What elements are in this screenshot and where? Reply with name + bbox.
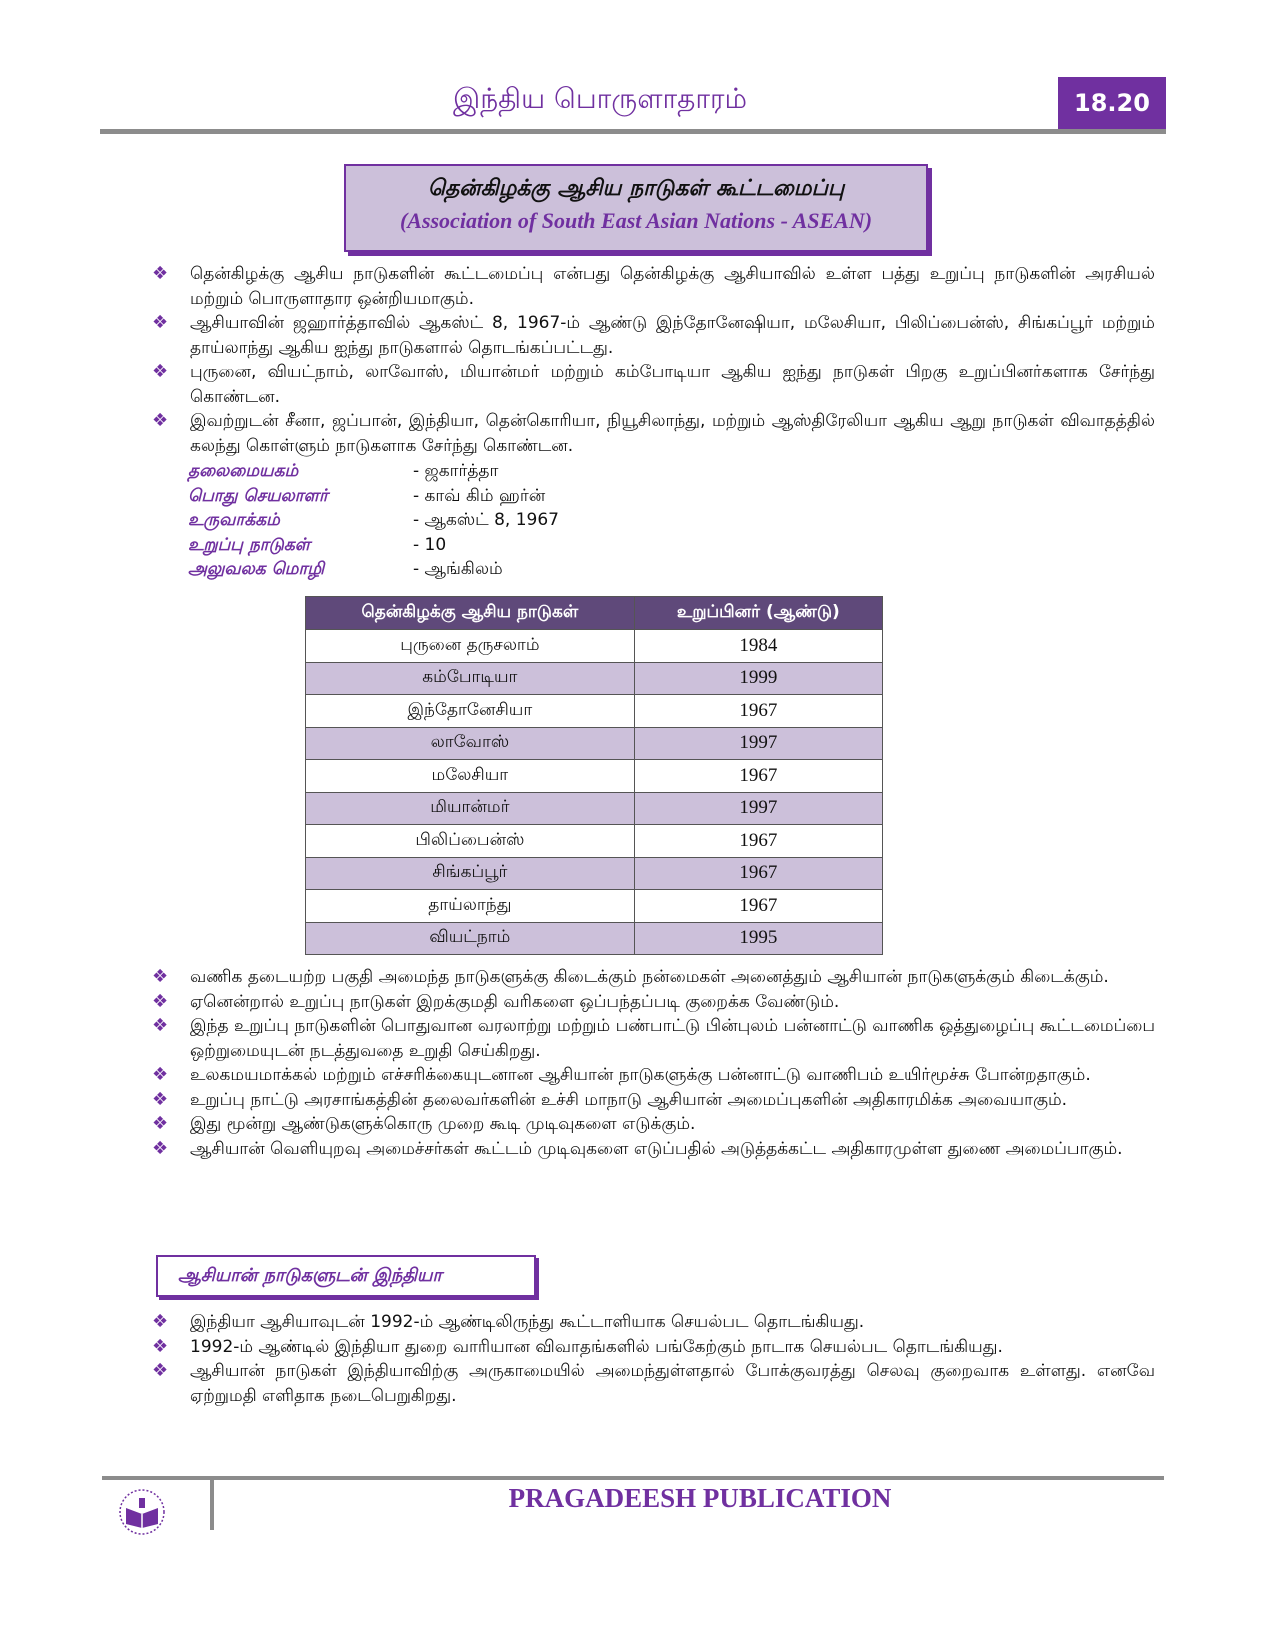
table-row <box>306 662 883 695</box>
bullet-item <box>150 965 1155 990</box>
table-row <box>306 760 883 793</box>
country-cell: கம்போடியா <box>306 662 635 695</box>
table-row <box>306 792 883 825</box>
bullet-item <box>150 1310 1155 1335</box>
country-cell: புருனை தருசலாம் <box>306 630 635 663</box>
bullet-item <box>150 1359 1155 1408</box>
country-cell: மியான்மர் <box>306 792 635 825</box>
fact-value: - காவ் கிம் ஹர்ன் <box>413 485 546 506</box>
table-row <box>306 727 883 760</box>
fact-row <box>188 557 559 582</box>
diamond-bullet-icon: ❖ <box>152 410 169 431</box>
bullet-text: ஆசியாவின் ஜஹார்த்தாவில் ஆகஸ்ட் 8, 1967-ம் ஆண்டு இந்தோனேஷியா, மலேசியா, பிலிப்பைன்ஸ், சிங்கப்பூர் மற்றும் தாய்லாந்து ஆகிய ஐந்து நாடுகளால் தொடங்கப்பட்டது. <box>190 313 1155 358</box>
table-row <box>306 890 883 923</box>
table-row <box>306 825 883 858</box>
column-header-country: தென்கிழக்கு ஆசிய நாடுகள் <box>306 597 635 630</box>
diamond-bullet-icon: ❖ <box>152 1137 169 1159</box>
fact-row <box>188 459 559 484</box>
diamond-bullet-icon: ❖ <box>152 263 169 284</box>
bullet-text: ஆசியான் வெளியுறவு அமைச்சர்கள் கூட்டம் முடிவுகளை எடுப்பதில் அடுத்தக்கட்ட அதிகாரமுள்ள துணை அமைப்பாகும். <box>190 1138 1123 1159</box>
fact-label: பொது செயலாளர் <box>188 485 328 506</box>
fact-list <box>188 459 559 582</box>
country-cell: இந்தோனேசியா <box>306 695 635 728</box>
section-title-tamil: தென்கிழக்கு ஆசிய நாடுகள் கூட்டமைப்பு <box>427 176 845 201</box>
section-title-english: (Association of South East Asian Nations - ASEAN) <box>399 208 873 233</box>
subsection-title-box: ஆசியான் நாடுகளுடன் இந்தியா <box>156 1255 536 1297</box>
page-number-badge: 18.20 <box>1058 77 1166 129</box>
bullet-text: இது மூன்று ஆண்டுகளுக்கொரு முறை கூடி முடிவுகளை எடுக்கும். <box>190 1114 696 1134</box>
fact-label: அலுவலக மொழி <box>188 559 325 579</box>
country-cell: வியட்நாம் <box>306 922 635 955</box>
table-row <box>306 922 883 955</box>
year-cell: 1995 <box>634 922 882 955</box>
bullet-text: இந்த உறுப்பு நாடுகளின் பொதுவான வரலாற்று மற்றும் பண்பாட்டு பின்புலம் பன்னாட்டு வாணிக ஒத்துழைப்பு கூட்டமைப்பை ஒற்றுமையுடன் நடத்துவதை உறுதி செய்கிறது. <box>190 1016 1155 1061</box>
fact-row <box>188 508 559 533</box>
diamond-bullet-icon: ❖ <box>152 1335 169 1357</box>
year-cell: 1967 <box>634 825 882 858</box>
bullet-text: தென்கிழக்கு ஆசிய நாடுகளின் கூட்டமைப்பு என்பது தென்கிழக்கு ஆசியாவில் உள்ள பத்து உறுப்பு நாடுகளின் அரசியல் மற்றும் பொருளாதார ஒன்றியமாகும். <box>190 264 1155 309</box>
diamond-bullet-icon: ❖ <box>152 361 169 382</box>
bullet-item <box>150 1088 1155 1113</box>
country-cell: பிலிப்பைன்ஸ் <box>306 825 635 858</box>
fact-value: - ஜகார்த்தா <box>413 461 499 481</box>
diamond-bullet-icon: ❖ <box>152 1113 169 1134</box>
benefits-bullet-list <box>150 965 1155 1161</box>
year-cell: 1999 <box>634 662 882 695</box>
intro-bullet-list <box>150 262 1155 458</box>
column-header-year: உறுப்பினர் (ஆண்டு) <box>634 597 882 630</box>
bullet-text: இந்தியா ஆசியாவுடன் 1992-ம் ஆண்டிலிருந்து கூட்டாளியாக செயல்பட தொடங்கியது. <box>190 1312 865 1332</box>
year-cell: 1997 <box>634 727 882 760</box>
diamond-bullet-icon: ❖ <box>152 1088 169 1110</box>
diamond-bullet-icon: ❖ <box>152 1360 169 1381</box>
table-header-row <box>306 597 883 630</box>
table-row <box>306 695 883 728</box>
bullet-item <box>150 1112 1155 1137</box>
fact-value: - 10 <box>413 534 447 555</box>
publisher-name: PRAGADEESH PUBLICATION <box>508 1483 892 1513</box>
bullet-text: புருனை, வியட்நாம், லாவோஸ், மியான்மர் மற்றும் கம்போடியா ஆகிய ஐந்து நாடுகள் பிறகு உறுப்பினர்களாக சேர்ந்து கொண்டன. <box>190 362 1155 407</box>
bullet-item <box>150 262 1155 311</box>
publisher-logo-icon <box>118 1488 166 1536</box>
fact-label: உருவாக்கம் <box>188 510 280 530</box>
bullet-item <box>150 1063 1155 1088</box>
footer-divider <box>102 1476 1164 1480</box>
diamond-bullet-icon: ❖ <box>152 1015 169 1036</box>
country-cell: லாவோஸ் <box>306 727 635 760</box>
country-cell: சிங்கப்பூர் <box>306 857 635 890</box>
bullet-text: 1992-ம் ஆண்டில் இந்தியா துறை வாரியான விவாதங்களில் பங்கேற்கும் நாடாக செயல்பட தொடங்கியது. <box>190 1336 1003 1357</box>
fact-row <box>188 484 559 509</box>
section-title-box <box>344 164 928 252</box>
fact-value: - ஆங்கிலம் <box>413 559 503 579</box>
diamond-bullet-icon: ❖ <box>152 1064 169 1085</box>
india-bullet-list <box>150 1310 1155 1408</box>
country-cell: மலேசியா <box>306 760 635 793</box>
bullet-item <box>150 1335 1155 1360</box>
bullet-text: உலகமயமாக்கல் மற்றும் எச்சரிக்கையுடனான ஆசியான் நாடுகளுக்கு பன்னாட்டு வாணிபம் உயிர்மூச்சு போன்றதாகும். <box>190 1065 1091 1085</box>
table-row <box>306 857 883 890</box>
diamond-bullet-icon: ❖ <box>152 966 169 987</box>
book-title: இந்திய பொருளாதாரம் <box>452 82 747 115</box>
bullet-item <box>150 311 1155 360</box>
bullet-item <box>150 1137 1155 1162</box>
bullet-item <box>150 1014 1155 1063</box>
year-cell: 1967 <box>634 857 882 890</box>
country-cell: தாய்லாந்து <box>306 890 635 923</box>
year-cell: 1967 <box>634 760 882 793</box>
bullet-text: வணிக தடையற்ற பகுதி அமைந்த நாடுகளுக்கு கிடைக்கும் நன்மைகள் அனைத்தும் ஆசியான் நாடுகளுக்கும் கிடைக்கும். <box>190 967 1109 987</box>
footer-vertical-divider <box>210 1480 214 1530</box>
fact-label: உறுப்பு நாடுகள் <box>188 534 311 555</box>
bullet-text: ஏனென்றால் உறுப்பு நாடுகள் இறக்குமதி வரிகளை ஒப்பந்தப்படி குறைக்க வேண்டும். <box>190 991 840 1012</box>
header-divider <box>100 129 1166 134</box>
table-row <box>306 630 883 663</box>
bullet-text: ஆசியான் நாடுகள் இந்தியாவிற்கு அருகாமையில் அமைந்துள்ளதால் போக்குவரத்து செலவு குறைவாக உள்ளது. எனவே ஏற்றுமதி எளிதாக நடைபெறுகிறது. <box>190 1361 1155 1406</box>
year-cell: 1967 <box>634 890 882 923</box>
diamond-bullet-icon: ❖ <box>152 990 169 1012</box>
fact-row <box>188 533 559 558</box>
year-cell: 1984 <box>634 630 882 663</box>
year-cell: 1967 <box>634 695 882 728</box>
diamond-bullet-icon: ❖ <box>152 312 169 333</box>
bullet-text: உறுப்பு நாட்டு அரசாங்கத்தின் தலைவர்களின் உச்சி மாநாடு ஆசியான் அமைப்புகளின் அதிகாரமிக்க அவையாகும். <box>190 1089 1068 1110</box>
bullet-item <box>150 409 1155 458</box>
bullet-item <box>150 360 1155 409</box>
bullet-text: இவற்றுடன் சீனா, ஜப்பான், இந்தியா, தென்கொரியா, நியூசிலாந்து, மற்றும் ஆஸ்திரேலியா ஆகிய ஆறு நாடுகள் விவாதத்தில் கலந்து கொள்ளும் நாடுகளாக சேர்ந்து கொண்டன. <box>190 411 1155 456</box>
fact-label: தலைமையகம் <box>188 461 299 481</box>
bullet-item <box>150 990 1155 1015</box>
fact-value: - ஆகஸ்ட் 8, 1967 <box>413 510 559 530</box>
diamond-bullet-icon: ❖ <box>152 1311 169 1332</box>
member-table <box>305 596 883 955</box>
year-cell: 1997 <box>634 792 882 825</box>
